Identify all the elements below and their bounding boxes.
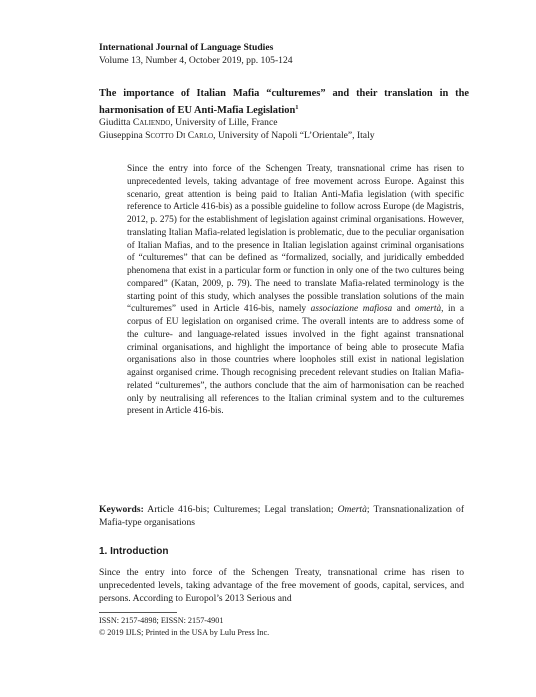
author-line [99,130,469,143]
journal-header [99,42,459,67]
article-title-text: The importance of Italian Mafia “culturemes” and their translation in the harmonisation of EU Anti-Mafia Legislation [99,88,469,116]
footer-divider [99,612,177,613]
author-affiliation: , University of Lille, France [170,117,278,128]
abstract-term: omertà [414,304,442,315]
keywords-text: ; Transnationalization of Mafia-type organisations [99,504,465,528]
intro-paragraph: Since the entry into force of the Schengen Treaty, transnational crime has risen to unprecedented levels, taking advantage of the free movement of goods, capital, services, and persons. According to Europol’s 2013 Serious and [99,567,464,604]
title-footnote-mark: 1 [295,103,299,111]
copyright-line: © 2019 IJLS; Printed in the USA by Lulu Press Inc. [99,627,270,637]
intro-body [99,566,464,605]
keywords [99,503,464,529]
abstract-text: and [392,304,415,315]
article-title [99,87,469,117]
journal-issue-line: Volume 13, Number 4, October 2019, pp. 105-124 [99,54,293,66]
keywords-term: Omertà [337,504,367,515]
issn-line: ISSN: 2157-4898; EISSN: 2157-4901 [99,616,224,625]
abstract [127,163,464,418]
journal-name: International Journal of Language Studies [99,42,274,53]
abstract-text: Since the entry into force of the Schengen Treaty, transnational crime has risen to unprecedented levels, taking advantage of free movement across Europe. Against this scenario, great attention is being paid to Italian Anti-Mafia legislation (with specific reference to Article 416-bis) as a possible guideline to follow across Europe (de Magistris, 2012, p. 275) for the establishment of legislation against criminal organisations. However, translating Italian Mafia-related legislation is problematic, due to the peculiar organisation of Italian Mafias, and to the presence in Italian legislation against criminal organisations of “culturemes” that can be defined as “formalized, socially, and juridically embedded phenomena that exist in a particular form or function in only one of the two cultures being compared” (Katan, 2009, p. 79). The need to translate Mafia-related terminology is the starting point of this study, which analyses the possible translation solutions of the main “culturemes” used in Article 416-bis, namely [127,164,464,315]
page-footer [99,615,459,638]
author-given-name: Giuditta [99,117,133,128]
author-line [99,117,469,130]
abstract-term: associazione mafiosa [310,304,393,315]
keywords-text: Article 416-bis; Culturemes; Legal translation; [143,504,338,515]
author-surname: Caliendo [132,117,171,128]
author-surname: Scotto Di Carlo [145,129,214,141]
abstract-text: , in a corpus of EU legislation on organised crime. The overall intents are to address some of the culture- and language-related issues involved in the fight against transnational criminal organisations, and highlight the importance of being able to prosecute Mafia organisations also in those countries where loopholes still exist in national legislation against organised crime. Though recognising precedent relevant studies on Italian Mafia-related “culturemes”, the authors conclude that the aim of harmonisation can be reached only by neutralising all references to the Italian criminal system and to the culturemes present in Article 416-bis. [127,304,464,417]
section-heading: 1. Introduction [99,546,169,557]
keywords-label: Keywords: [99,504,144,515]
author-list [99,117,469,142]
author-given-name: Giuseppina [99,129,146,141]
abstract-paragraph [127,163,464,418]
author-affiliation: , University of Napoli “L’Orientale”, Italy [213,129,375,141]
